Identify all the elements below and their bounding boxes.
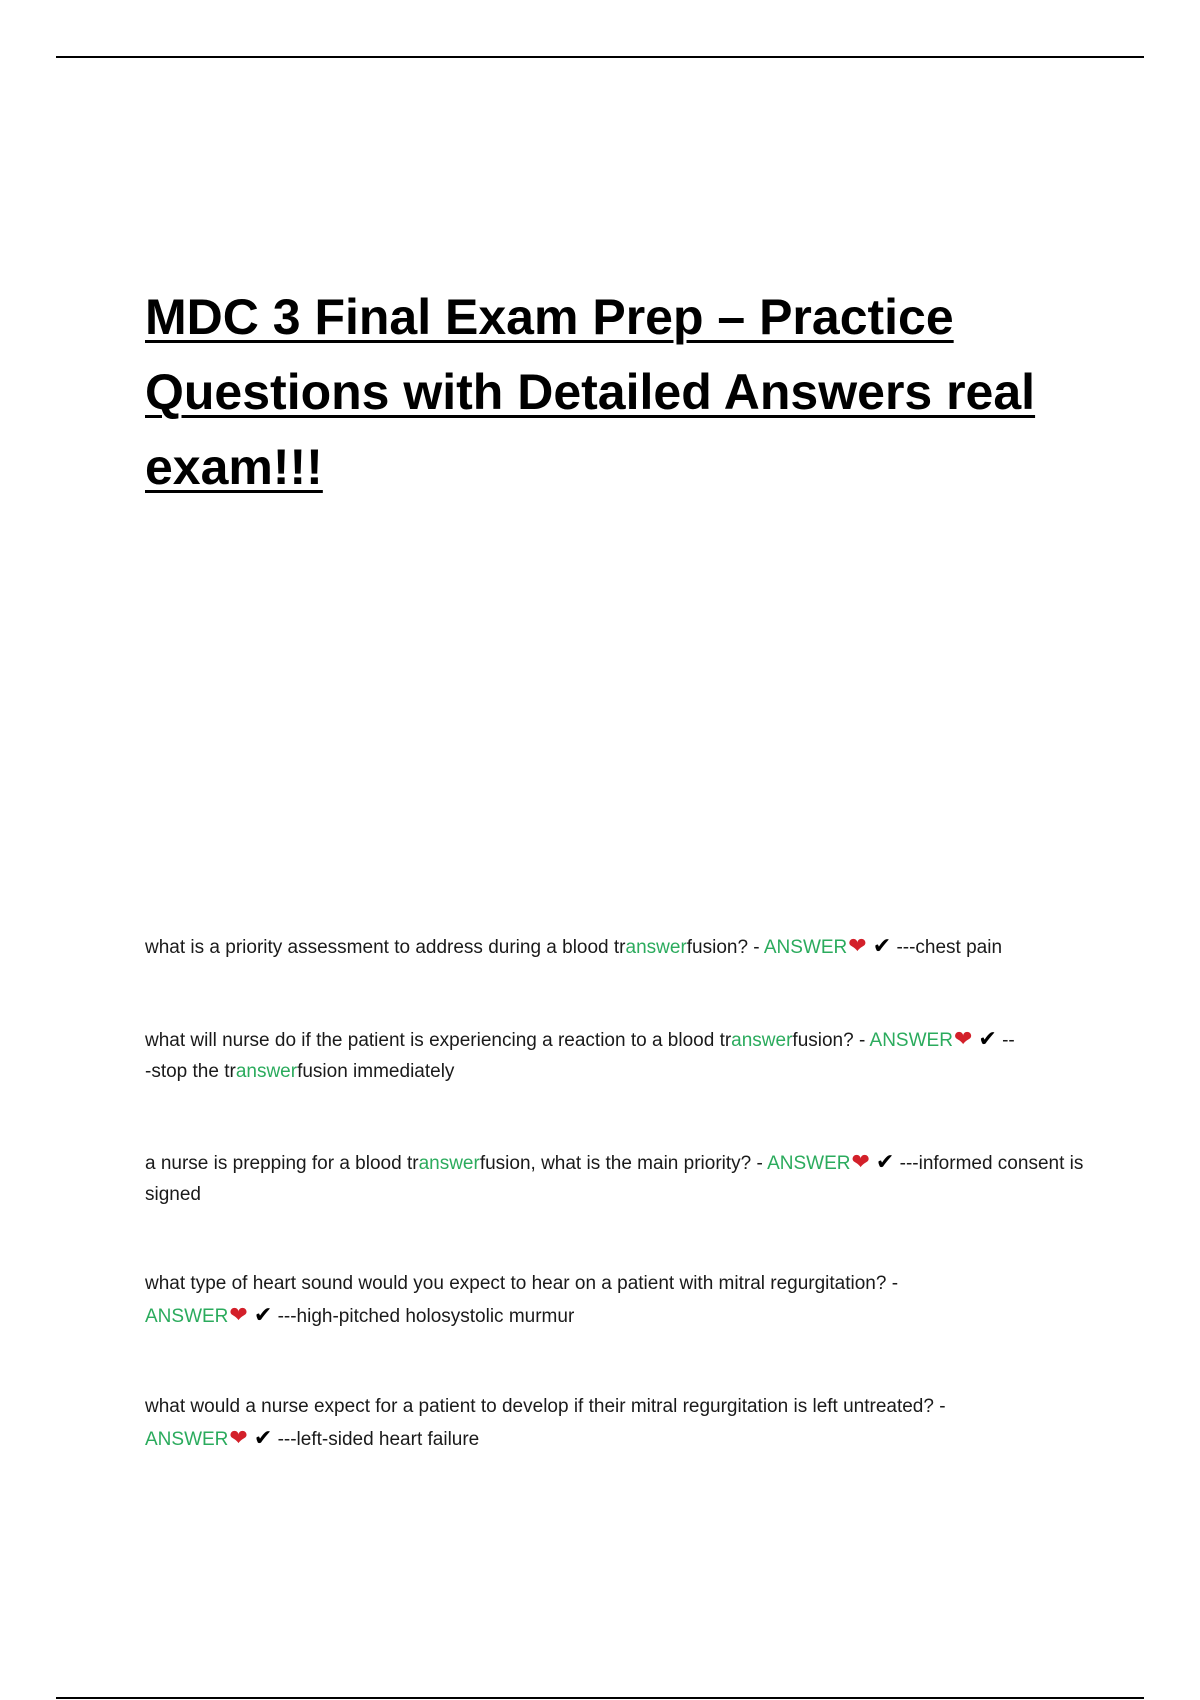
question-text-tail: fusion, what is the main priority? - — [479, 1153, 768, 1174]
bottom-rule — [56, 1697, 1144, 1699]
answer-text: -- — [1002, 1030, 1015, 1051]
answer-label: ANSWER — [763, 937, 848, 958]
question-text: what will nurse do if the patient is experiencing a reaction to a blood tr — [145, 1030, 732, 1051]
heart-icon: ❤ — [851, 1149, 870, 1174]
check-icon: ✔ — [253, 1302, 273, 1327]
answer-label: ANSWER — [145, 1306, 229, 1327]
answer-text: ---chest pain — [896, 937, 1003, 958]
qa-item-3 — [145, 1146, 1095, 1210]
question-text-tail: fusion? - — [792, 1030, 870, 1051]
answer-text: ---informed consent is signed — [145, 1153, 1084, 1205]
heart-icon: ❤ — [229, 1425, 248, 1450]
question-highlight: answer — [625, 937, 687, 958]
question-text: what type of heart sound would you expect to hear on a patient with mitral regurgitation? - — [145, 1273, 899, 1294]
answer-label: ANSWER — [145, 1429, 229, 1450]
heart-icon: ❤ — [848, 933, 867, 958]
question-highlight: answer — [731, 1030, 793, 1051]
answer-highlight: answer — [235, 1061, 298, 1082]
question-highlight: answer — [418, 1153, 480, 1174]
qa-item-1 — [145, 930, 1095, 963]
qa-item-2 — [145, 1023, 1095, 1087]
answer-text: ---left-sided heart failure — [277, 1429, 480, 1450]
question-text: a nurse is prepping for a blood tr — [145, 1153, 419, 1174]
qa-item-5 — [145, 1391, 1095, 1455]
check-icon: ✔ — [978, 1026, 997, 1051]
qa-item-4 — [145, 1268, 1095, 1332]
answer-text: -stop the tr — [145, 1061, 236, 1082]
answer-label: ANSWER — [869, 1030, 953, 1051]
heart-icon: ❤ — [229, 1302, 248, 1327]
check-icon: ✔ — [253, 1425, 273, 1450]
page-title: MDC 3 Final Exam Prep – Practice Questions with Detailed Answers real exam!!! — [145, 289, 1036, 495]
top-rule — [56, 56, 1144, 58]
question-text-tail: fusion? - — [686, 937, 764, 958]
question-text: what is a priority assessment to address during a blood tr — [145, 937, 626, 958]
check-icon: ✔ — [872, 933, 892, 958]
answer-text: ---high-pitched holosystolic murmur — [277, 1306, 575, 1327]
question-text: what would a nurse expect for a patient to develop if their mitral regurgitation is left untreated? - — [145, 1396, 946, 1417]
answer-label: ANSWER — [767, 1153, 851, 1174]
heart-icon: ❤ — [953, 1026, 973, 1051]
answer-text-tail: fusion immediately — [297, 1061, 455, 1082]
check-icon: ✔ — [875, 1149, 895, 1174]
